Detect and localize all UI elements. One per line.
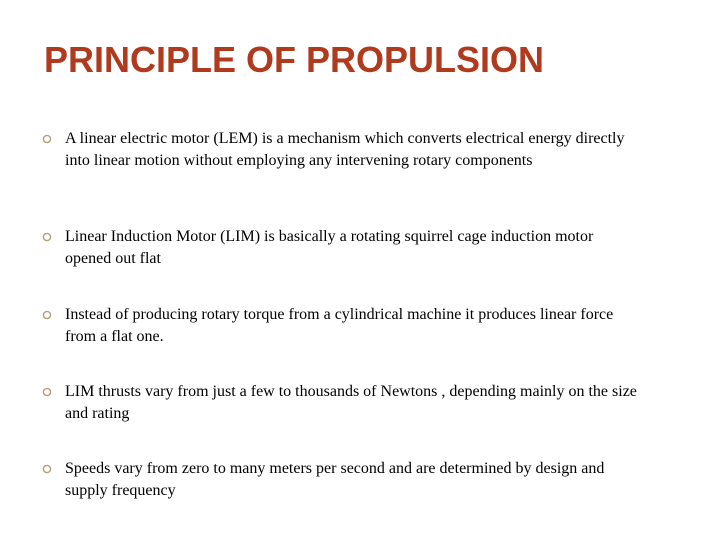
bullet-text: Instead of producing rotary torque from a cylindrical machine it produces linear force from a flat one. — [65, 306, 614, 345]
bullet-text: A linear electric motor (LEM) is a mechanism which converts electrical energy directly into linear motion without employing any intervening rotary components — [65, 130, 625, 169]
bullet-text: Speeds vary from zero to many meters per second and are determined by design and supply frequency — [65, 460, 605, 499]
bullet-item — [42, 381, 642, 425]
ring-bullet-icon — [42, 464, 52, 474]
slide-title: PRINCIPLE OF PROPULSION — [44, 39, 545, 80]
bullet-item — [42, 458, 642, 502]
bullet-item — [42, 226, 642, 270]
bullet-text: LIM thrusts vary from just a few to thousands of Newtons , depending mainly on the size and rating — [65, 383, 637, 422]
bullet-text: Linear Induction Motor (LIM) is basically a rotating squirrel cage induction motor opened out flat — [65, 228, 594, 267]
ring-bullet-icon — [42, 232, 52, 242]
bullet-item — [42, 128, 642, 172]
ring-bullet-icon — [42, 310, 52, 320]
ring-bullet-icon — [42, 387, 52, 397]
bullet-item — [42, 304, 642, 348]
ring-bullet-icon — [42, 134, 52, 144]
